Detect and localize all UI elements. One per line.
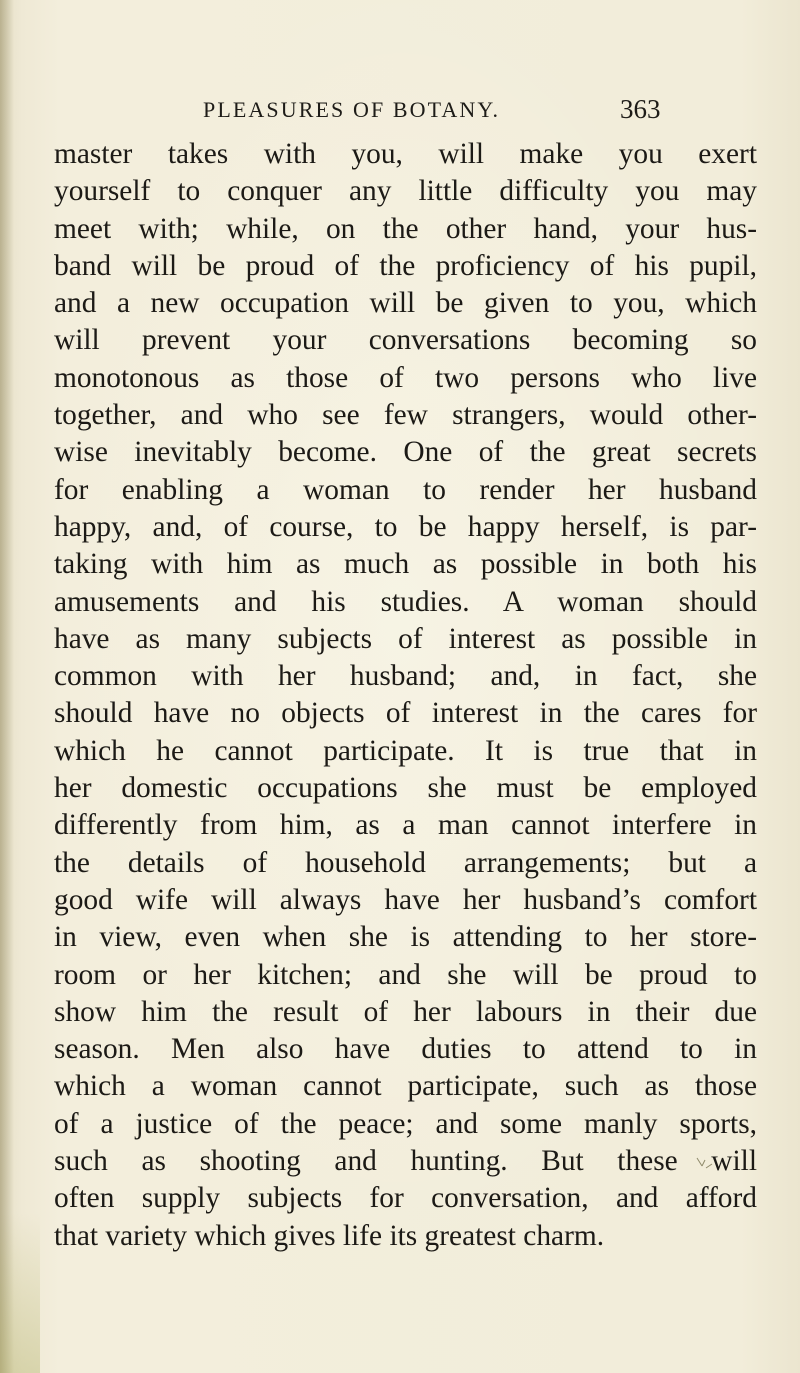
text-line: often supply subjects for conversation, and afford <box>54 1182 757 1215</box>
text-line: happy, and, of course, to be happy herself, is par- <box>54 510 757 543</box>
text-line: master takes with you, will make you exert <box>54 138 757 170</box>
gutter-shadow <box>0 0 14 1373</box>
body-text <box>54 136 757 1255</box>
page-number: 363 <box>620 94 661 124</box>
text-line: meet with; while, on the other hand, your hus- <box>54 212 757 245</box>
text-line: common with her husband; and, in fact, she <box>54 660 757 693</box>
text-line: and a new occupation will be given to you, which <box>54 287 757 320</box>
ink-speck <box>694 1154 716 1172</box>
text-line: in view, even when she is attending to her store- <box>54 921 757 954</box>
text-line: for enabling a woman to render her husband <box>54 473 757 506</box>
text-line: yourself to conquer any little difficulty you may <box>54 175 757 208</box>
text-line: good wife will always have her husband’s comfort <box>54 883 757 916</box>
text-line: room or her kitchen; and she will be proud to <box>54 958 757 991</box>
text-line: season. Men also have duties to attend to in <box>54 1033 757 1066</box>
text-line: which he cannot participate. It is true that in <box>54 734 757 767</box>
text-line: amusements and his studies. A woman should <box>54 585 757 618</box>
text-line: such as shooting and hunting. But these will <box>54 1145 757 1178</box>
text-line: differently from him, as a man cannot interfere in <box>54 809 757 842</box>
text-line: wise inevitably become. One of the great secrets <box>54 436 757 469</box>
text-line: will prevent your conversations becoming so <box>54 324 757 357</box>
page-stain <box>0 1213 40 1373</box>
text-line-last: that variety which gives life its greatest charm. <box>54 1219 605 1252</box>
text-line: her domestic occupations she must be employed <box>54 772 757 805</box>
text-line: show him the result of her labours in their due <box>54 995 757 1028</box>
text-line: band will be proud of the proficiency of his pupil, <box>54 249 757 282</box>
text-line: taking with him as much as possible in both his <box>54 548 757 581</box>
text-line: which a woman cannot participate, such as those <box>54 1070 757 1103</box>
running-head <box>0 94 800 137</box>
text-line: should have no objects of interest in the cares for <box>54 697 757 730</box>
text-line: have as many subjects of interest as possible in <box>54 622 757 655</box>
text-line: the details of household arrangements; but a <box>54 846 757 879</box>
text-line: monotonous as those of two persons who live <box>54 361 757 394</box>
text-line: together, and who see few strangers, would other- <box>54 399 757 432</box>
running-title: PLEASURES OF BOTANY. <box>203 97 501 122</box>
text-line: of a justice of the peace; and some manly sports, <box>54 1107 757 1140</box>
